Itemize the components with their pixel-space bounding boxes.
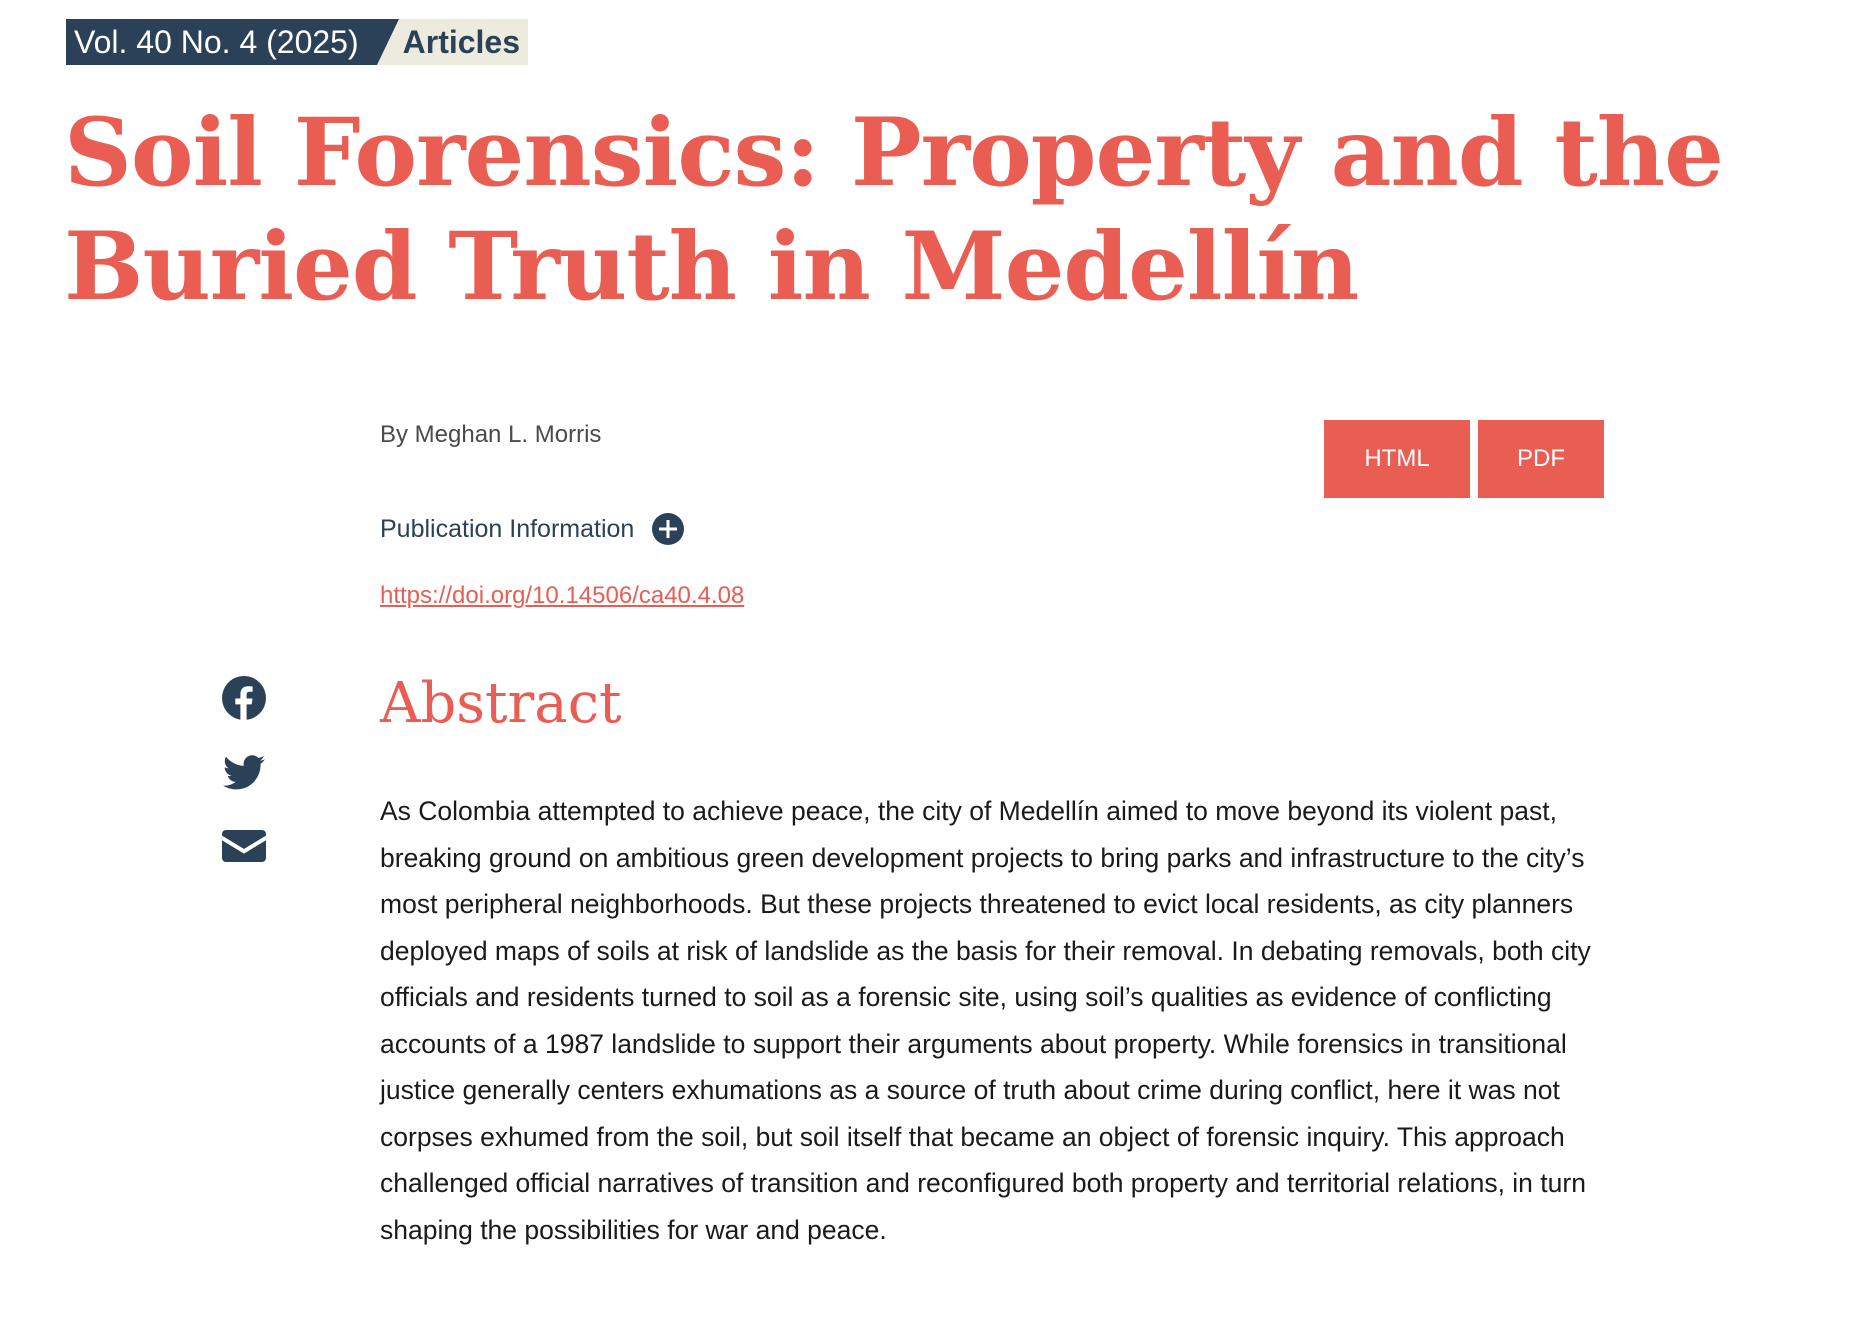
twitter-icon[interactable] <box>222 750 266 794</box>
breadcrumb-separator <box>377 19 399 65</box>
pdf-button[interactable]: PDF <box>1478 420 1604 498</box>
abstract-text: As Colombia attempted to achieve peace, the city of Medellín aimed to move beyond its violent past, breaking ground on ambitious green development projects to bring parks and infrastructure to the city’s most peripheral neighborhoods. But these projects threatened to evict local residents, as city planners deployed maps of soils at risk of landslide as the basis for their removal. In debating removals, both city officials and residents turned to soil as a forensic site, using soil’s qualities as evidence of conflicting accounts of a 1987 landslide to support their arguments about property. While forensics in transitional justice generally centers exhumations as a source of truth about crime during conflict, here it was not corpses exhumed from the soil, but soil itself that became an object of forensic inquiry. This approach challenged official narratives of transition and reconfigured both property and territorial relations, in turn shaping the possibilities for war and peace. <box>380 796 1591 1245</box>
breadcrumb-section-link[interactable]: Articles <box>399 19 528 65</box>
html-button[interactable]: HTML <box>1324 420 1470 498</box>
publication-info-toggle[interactable] <box>380 513 684 545</box>
share-links <box>222 676 266 868</box>
breadcrumb <box>66 19 528 65</box>
article-title: Soil Forensics: Property and the Buried Truth in Medellín <box>64 98 1723 322</box>
download-buttons <box>1324 420 1604 498</box>
breadcrumb-issue-link[interactable]: Vol. 40 No. 4 (2025) <box>66 19 377 65</box>
facebook-icon[interactable] <box>222 676 266 720</box>
abstract-heading: Abstract <box>380 671 622 736</box>
plus-circle-icon[interactable] <box>652 513 684 545</box>
doi-link[interactable]: https://doi.org/10.14506/ca40.4.08 <box>380 582 745 609</box>
email-icon[interactable] <box>222 824 266 868</box>
author-byline: By Meghan L. Morris <box>380 421 602 448</box>
publication-info-label: Publication Information <box>380 514 635 543</box>
